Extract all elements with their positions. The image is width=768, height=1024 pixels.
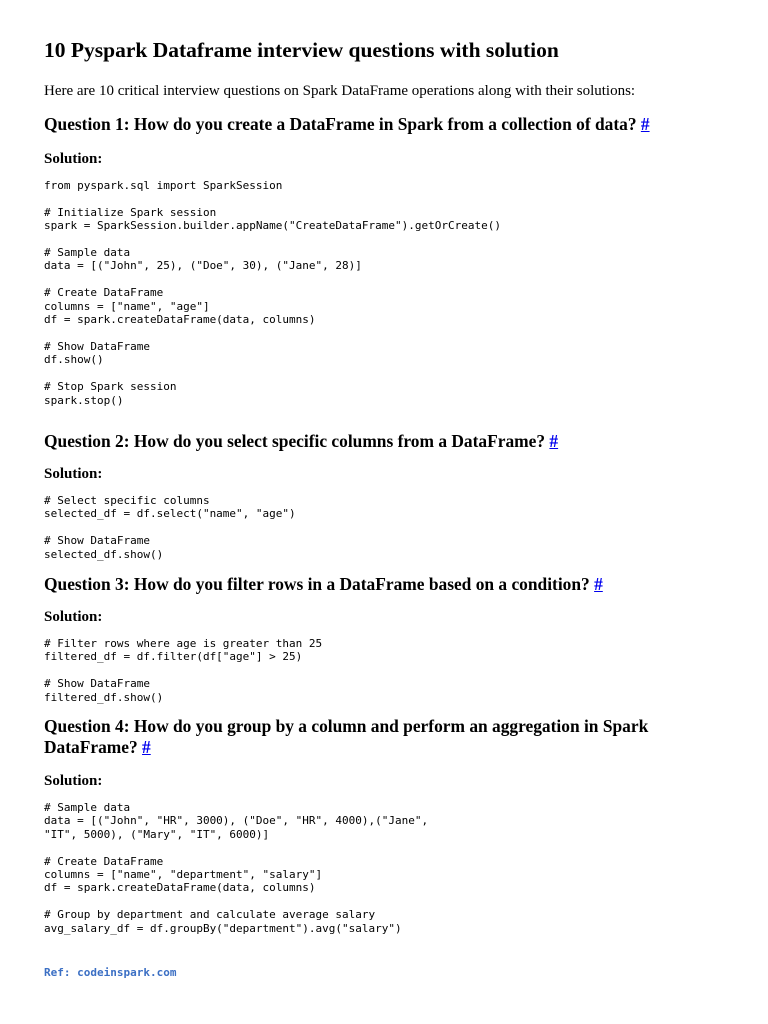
page-title: 10 Pyspark Dataframe interview questions with solution bbox=[44, 38, 559, 62]
question-1-solution-label: Solution: bbox=[44, 151, 103, 167]
question-4-anchor-link[interactable]: # bbox=[142, 737, 151, 757]
question-1-anchor-link[interactable]: # bbox=[640, 114, 650, 134]
intro-paragraph: Here are 10 critical interview questions on Spark DataFrame operations along with their solutions: bbox=[44, 83, 636, 99]
question-4-heading bbox=[44, 716, 724, 758]
reference-footer: Ref: codeinspark.com bbox=[44, 966, 177, 979]
question-1-heading bbox=[44, 114, 724, 135]
question-2-code-block: # Select specific columns selected_df = df.select("name", "age") # Show DataFrame selected_df.show() bbox=[44, 494, 296, 561]
question-1-code-block: from pyspark.sql import SparkSession # Initialize Spark session spark = SparkSession.builder.appName("CreateDataFrame").getOrCreate() # Sample data data = [("John", 25), ("Doe", 30), ("Jane", 28)] # Create DataFrame columns = ["name", "age"] df = spark.createDataFrame(data, columns) # Show DataFrame df.show() # Stop Spark session spark.stop() bbox=[44, 179, 501, 407]
question-3-heading bbox=[44, 574, 724, 595]
question-3-anchor-link[interactable]: # bbox=[594, 574, 603, 594]
question-4-solution-label: Solution: bbox=[44, 773, 103, 789]
question-4-code-block: # Sample data data = [("John", "HR", 3000), ("Doe", "HR", 4000),("Jane", "IT", 5000), ("Mary", "IT", 6000)] # Create DataFrame columns = ["name", "department", "salary"] df = spark.createDataFrame(data, columns) # Group by department and calculate average salary avg_salary_df = df.groupBy("department").avg("salary") bbox=[44, 801, 429, 935]
question-3-solution-label: Solution: bbox=[44, 609, 103, 625]
question-3-text: Question 3: How do you filter rows in a DataFrame based on a condition? bbox=[44, 574, 590, 594]
question-2-anchor-link[interactable]: # bbox=[549, 431, 559, 451]
question-4-text: Question 4: How do you group by a column and perform an aggregation in Spark DataFrame? bbox=[44, 716, 649, 757]
question-2-text: Question 2: How do you select specific columns from a DataFrame? bbox=[44, 431, 546, 451]
question-2-solution-label: Solution: bbox=[44, 466, 103, 482]
question-2-heading bbox=[44, 431, 724, 452]
question-1-text: Question 1: How do you create a DataFrame in Spark from a collection of data? bbox=[44, 114, 637, 134]
question-3-code-block: # Filter rows where age is greater than 25 filtered_df = df.filter(df["age"] > 25) # Show DataFrame filtered_df.show() bbox=[44, 637, 323, 704]
